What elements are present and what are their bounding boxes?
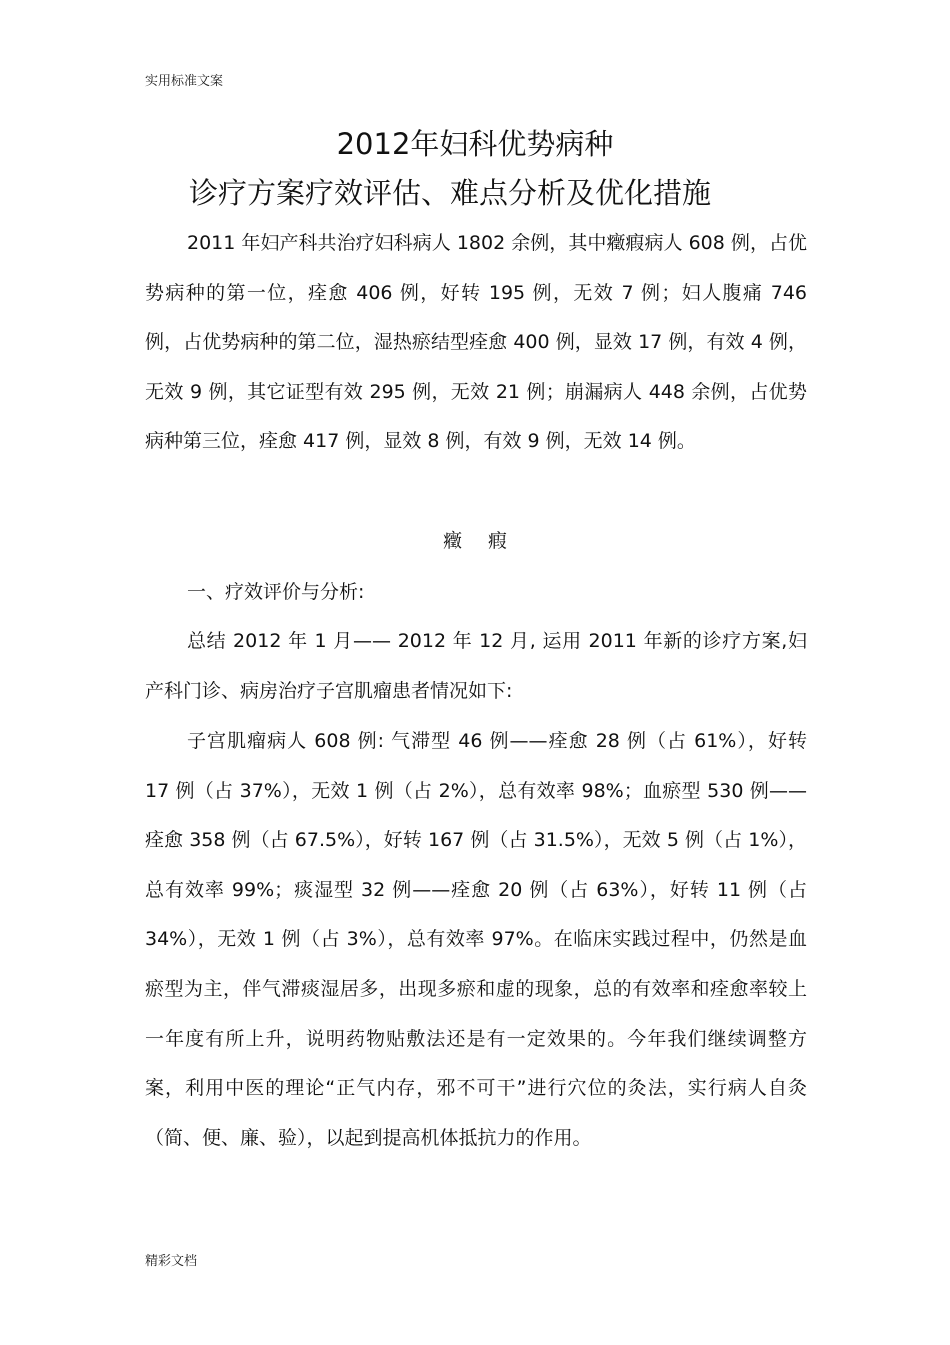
section-subheading: 一、疗效评价与分析: (187, 581, 365, 603)
intro-paragraph: 2011 年妇产科共治疗妇科病人 1802 余例，其中癥瘕病人 608 例，占优势病种的第一位，痊愈 406 例，好转 195 例，无效 7 例；妇人腹痛 746 例，占优势病种的第二位，湿热瘀结型痊愈 400 例，显效 17 例，有效 4 例，无效 9 例，其它证型有效 295 例，无效 21 例；崩漏病人 448 余例，占优势病种第三位，痊愈 417 例，显效 8 例，有效 9 例，无效 14 例。 (145, 232, 807, 453)
document-title-line-2: 诊疗方案疗效评估、难点分析及优化措施 (188, 176, 711, 210)
section-heading: 癥瘕 (442, 530, 533, 552)
section-paragraph-summary: 总结 2012 年 1 月—— 2012 年 12 月, 运用 2011 年新的诊疗方案,妇产科门诊、病房治疗子宫肌瘤患者情况如下: (145, 630, 807, 702)
page-footer-label: 精彩文档 (145, 1254, 198, 1269)
page-header-label: 实用标准文案 (145, 74, 224, 89)
section-paragraph-results: 子宫肌瘤病人 608 例: 气滞型 46 例——痊愈 28 例（占 61%），好转 17 例（占 37%），无效 1 例（占 2%），总有效率 98%；血瘀型 530 例——痊愈 358 例（占 67.5%），好转 167 例（占 31.5%），无效 5 例（占 1%），总有效率 99%；痰湿型 32 例——痊愈 20 例（占 63%），好转 11 例（占 34%），无效 1 例（占 3%），总有效率 97%。在临床实践过程中，仍然是血瘀型为主，伴气滞痰湿居多，出现多瘀和虚的现象，总的有效率和痊愈率较上一年度有所上升，说明药物贴敷法还是有一定效果的。今年我们继续调整方案，利用中医的理论“正气内存，邪不可干”进行穴位的灸法，实行病人自灸（简、便、廉、验），以起到提高机体抵抗力的作用。 (145, 730, 807, 1149)
document-title-line-1: 2012年妇科优势病种 (336, 127, 614, 161)
